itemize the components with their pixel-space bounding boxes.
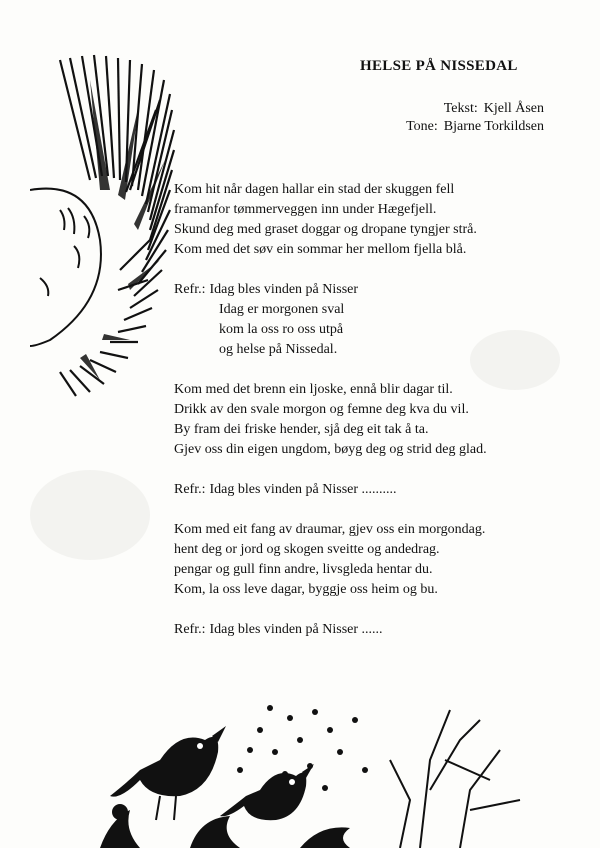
lyric-line: By fram dei friske hender, sjå deg eit tak å ta. [174,422,429,437]
lyric-line: Kom hit når dagen hallar ein stad der skuggen fell [174,182,455,197]
refrain-label: Refr.: [174,622,206,637]
bird-right [220,764,314,820]
refrain-full [174,280,584,360]
lyric-line: Kom med det brenn ein ljoske, ennå blir dagar til. [174,382,453,397]
lyric-line: Skund deg med graset doggar og dropane tyngjer strå. [174,222,477,237]
refrain-line: Idag er morgonen sval [219,302,345,317]
lyricist-label: Tekst: [443,101,478,116]
stanza-1 [174,180,584,260]
lyric-line: Gjev oss din eigen ungdom, bøyg deg og strid deg glad. [174,442,487,457]
song-credits [0,100,544,136]
lyric-line: Kom, la oss leve dagar, byggje oss heim og bu. [174,582,438,597]
lyricist-name: Kjell Åsen [483,101,544,116]
lyrics-body [174,180,584,660]
lyric-line: pengar og gull finn andre, livsgleda hentar du. [174,562,433,577]
refrain-text: Idag bles vinden på Nisser [209,282,359,297]
birds-illustration [100,700,600,848]
lyricist-line [0,100,544,118]
song-title: HELSE PÅ NISSEDAL [360,58,518,74]
refrain-label: Refr.: [174,482,206,497]
refrain-line [174,280,584,300]
refrain-text: Idag bles vinden på Nisser ...... [209,622,383,637]
composer-name: Bjarne Torkildsen [443,119,544,134]
bare-branches [390,710,520,848]
composer-label: Tone: [406,119,438,134]
refrain-repeat-1 [174,480,584,500]
refrain-text: Idag bles vinden på Nisser .......... [209,482,397,497]
stanza-2 [174,380,584,460]
paper-smudge [30,470,150,560]
lyric-line: Kom med det søv ein sommar her mellom fjella blå. [174,242,467,257]
refrain-label: Refr.: [174,282,206,297]
sun-illustration [30,40,180,400]
refrain-repeat-2 [174,620,584,640]
lyric-line: Kom med eit fang av draumar, gjev oss ein morgondag. [174,522,486,537]
bird-left [110,726,226,820]
lyric-line: Drikk av den svale morgon og femne deg kva du vil. [174,402,469,417]
refrain-line: kom la oss ro oss utpå [219,322,344,337]
refrain-line: og helse på Nissedal. [219,342,338,357]
composer-line [0,118,544,136]
stanza-3 [174,520,584,600]
sun-face [30,189,101,346]
lyric-line: framanfor tømmerveggen inn under Hægefjell. [174,202,437,217]
lyric-line: hent deg or jord og skogen sveitte og andedrag. [174,542,440,557]
foliage [100,804,350,848]
